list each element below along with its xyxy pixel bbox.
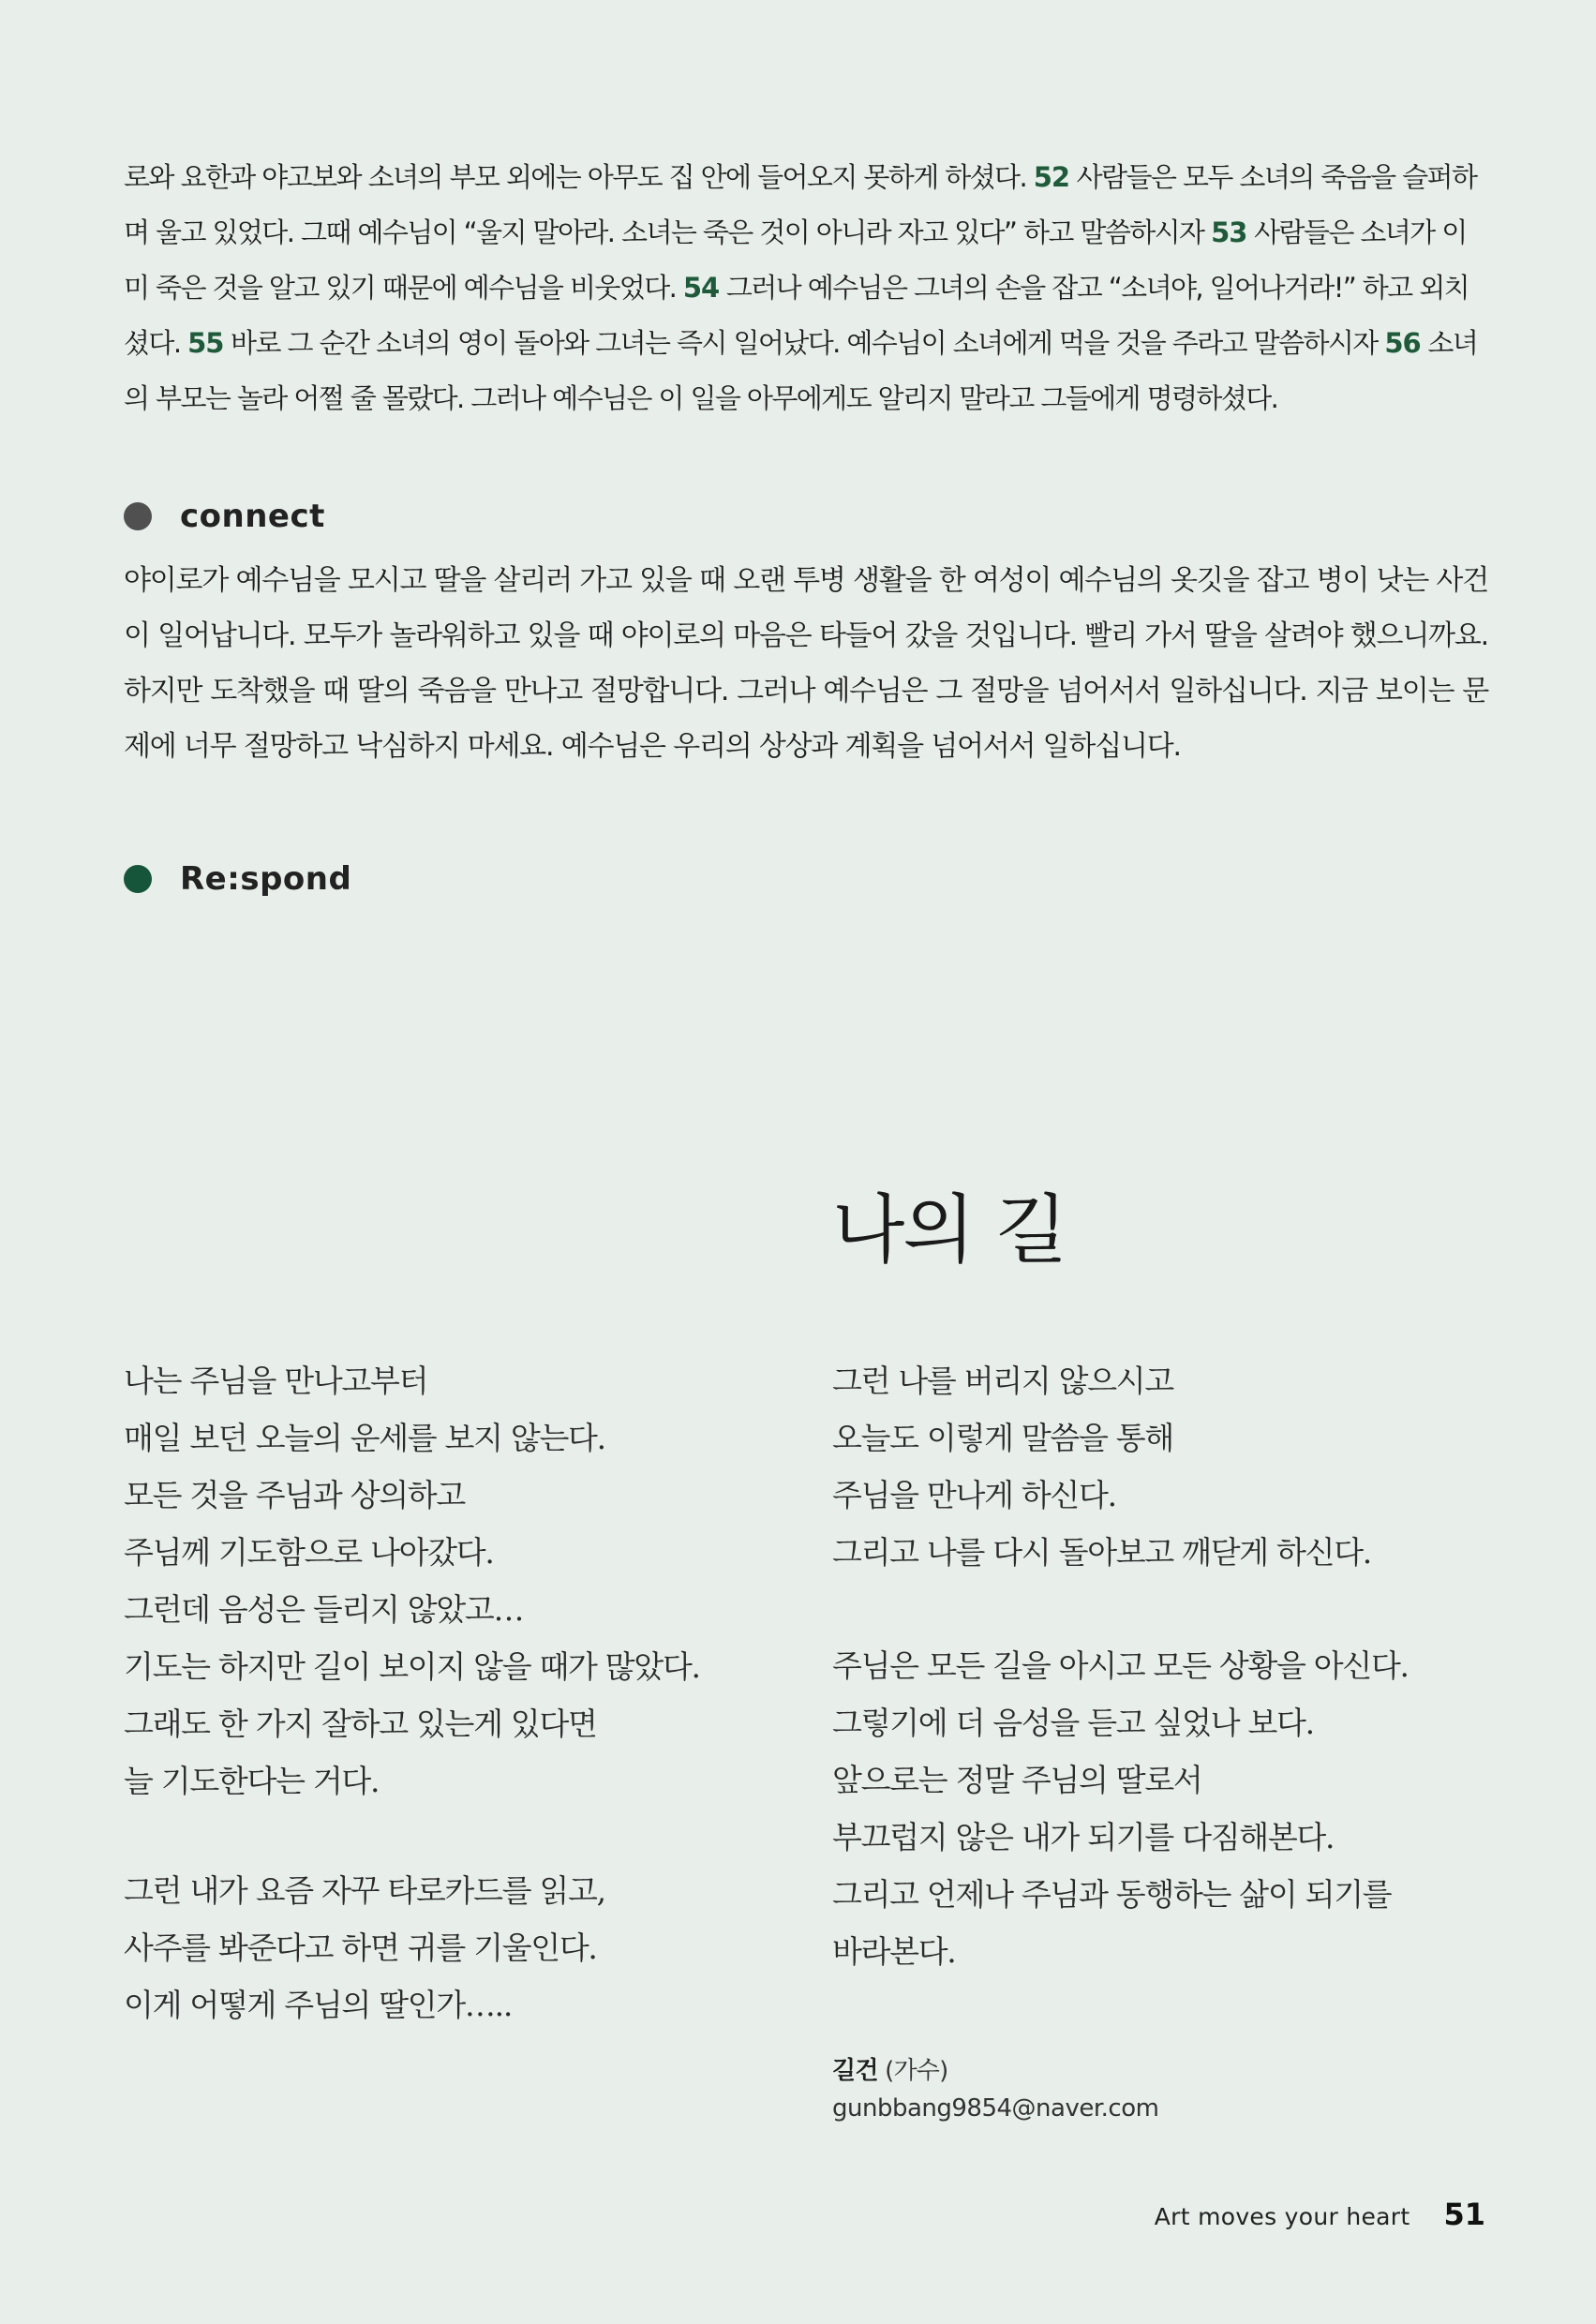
bullet-dot-icon <box>124 865 152 893</box>
poem-line: 그런데 음성은 들리지 않았고… <box>124 1591 524 1628</box>
poem-line: 이게 어떻게 주님의 딸인가….. <box>124 1987 513 2023</box>
author-credit <box>832 2052 1158 2127</box>
respond-heading-label: Re:spond <box>180 860 352 898</box>
poem-stanza-left-2 <box>124 1862 605 2034</box>
poem-line: 모든 것을 주님과 상의하고 <box>124 1477 465 1513</box>
page-number: 51 <box>1443 2197 1485 2232</box>
poem-line: 주님을 만나게 하신다. <box>832 1477 1116 1513</box>
page-footer <box>1155 2197 1485 2232</box>
verse-number: 53 <box>1211 216 1247 248</box>
scripture-text: 로와 요한과 야고보와 소녀의 부모 외에는 아무도 집 안에 들어오지 못하게 하셨다. <box>124 161 1034 193</box>
verse-number: 56 <box>1384 327 1421 359</box>
poem-line: 주님은 모든 길을 아시고 모든 상황을 아신다. <box>832 1647 1409 1684</box>
poem-line: 그런 나를 버리지 않으시고 <box>832 1363 1173 1399</box>
respond-heading <box>124 860 351 898</box>
poem-line: 그렇기에 더 음성을 듣고 싶었나 보다. <box>832 1705 1314 1741</box>
author-name: 길건 <box>832 2057 878 2085</box>
scripture-passage <box>124 150 1488 426</box>
poem-stanza-left-1 <box>124 1352 700 1810</box>
poem-line: 그리고 언제나 주님과 동행하는 삶이 되기를 <box>832 1876 1392 1913</box>
poem-stanza-right-1 <box>832 1352 1371 1581</box>
poem-line: 사주를 봐준다고 하면 귀를 기울인다. <box>124 1929 597 1966</box>
connect-heading-label: connect <box>180 498 325 535</box>
poem-line: 늘 기도한다는 거다. <box>124 1763 380 1799</box>
poem-line: 오늘도 이렇게 말씀을 통해 <box>832 1420 1173 1456</box>
footer-tagline: Art moves your heart <box>1154 2203 1410 2230</box>
scripture-text: 바로 그 순간 소녀의 영이 돌아와 그녀는 즉시 일어났다. 예수님이 소녀에게 먹을 것을 주라고 말씀하시자 <box>223 327 1385 359</box>
author-role: (가수) <box>885 2057 948 2085</box>
poem-line: 기도는 하지만 길이 보이지 않을 때가 많았다. <box>124 1648 700 1685</box>
scripture-text: 사람들은 소녀가 이미 죽은 것을 알고 있기 때문에 예수님을 비웃었다. <box>124 216 1467 304</box>
bullet-dot-icon <box>124 502 152 530</box>
poem-line: 바라본다. <box>832 1933 956 1970</box>
poem-line: 부끄럽지 않은 내가 되기를 다짐해본다. <box>832 1819 1335 1855</box>
poem-line: 그런 내가 요즘 자꾸 타로카드를 읽고, <box>124 1872 605 1909</box>
poem-stanza-right-2 <box>832 1637 1409 1980</box>
scripture-text: 사람들은 모두 소녀의 죽음을 슬퍼하며 울고 있었다. 그때 예수님이 “울지 말아라. 소녀는 죽은 것이 아니라 자고 있다” 하고 말씀하시자 <box>124 161 1477 248</box>
author-email: gunbbang9854@naver.com <box>832 2094 1159 2123</box>
poem-line: 주님께 기도함으로 나아갔다. <box>124 1534 494 1571</box>
verse-number: 54 <box>682 272 720 304</box>
poem-title: 나의 길 <box>832 1186 1066 1274</box>
verse-number: 52 <box>1033 161 1070 193</box>
poem-line: 매일 보던 오늘의 운세를 보지 않는다. <box>124 1420 605 1456</box>
poem-line: 나는 주님을 만나고부터 <box>124 1363 428 1399</box>
poem-line: 그리고 나를 다시 돌아보고 깨닫게 하신다. <box>832 1534 1371 1571</box>
poem-line: 앞으로는 정말 주님의 딸로서 <box>832 1762 1202 1798</box>
connect-body: 야이로가 예수님을 모시고 딸을 살리러 가고 있을 때 오랜 투병 생활을 한 여성이 예수님의 옷깃을 잡고 병이 낫는 사건이 일어납니다. 모두가 놀라워하고 있을 때 야이로의 마음은 타들어 갔을 것입니다. 빨리 가서 딸을 살려야 했으니까요. 하지만 도착했을 때 딸의 죽음을 만나고 절망합니다. 그러나 예수님은 그 절망을 넘어서서 일하십니다. 지금 보이는 문제에 너무 절망하고 낙심하지 마세요. 예수님은 우리의 상상과 계획을 넘어서서 일하십니다. <box>124 564 1488 763</box>
poem-line: 그래도 한 가지 잘하고 있는게 있다면 <box>124 1706 597 1742</box>
connect-heading <box>124 498 325 535</box>
scripture-text: 소녀의 부모는 놀라 어쩔 줄 몰랐다. 그러나 예수님은 이 일을 아무에게도 알리지 말라고 그들에게 명령하셨다. <box>124 327 1478 414</box>
verse-number: 55 <box>187 327 224 359</box>
scripture-text: 그러나 예수님은 그녀의 손을 잡고 “소녀야, 일어나거라!” 하고 외치셨다. <box>124 272 1469 359</box>
